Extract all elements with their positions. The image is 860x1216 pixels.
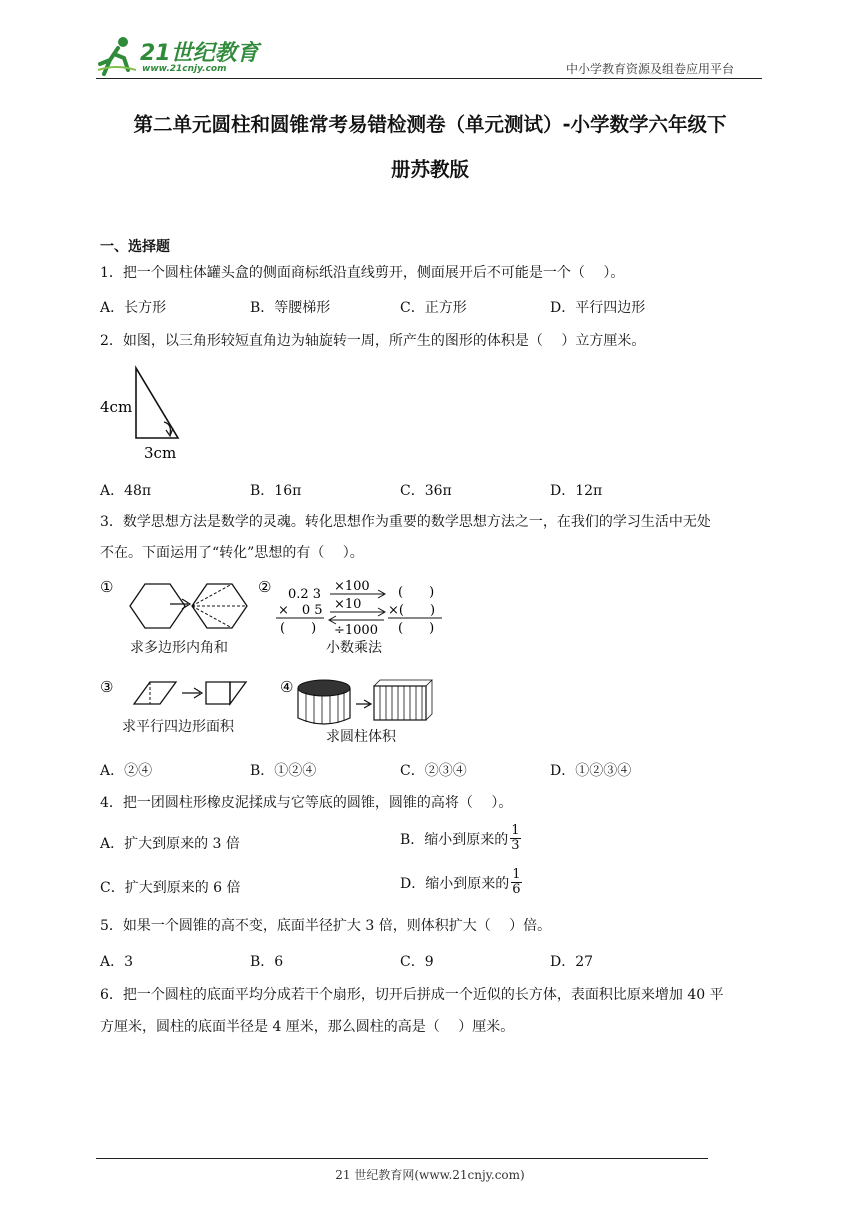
question-1: 1．把一个圆柱体罐头盒的侧面商标纸沿直线剪开，侧面展开后不可能是一个（ ）。	[100, 265, 625, 281]
f2-top: 0.2 3	[288, 587, 322, 602]
question-4: 4．把一团圆柱形橡皮泥揉成与它等底的圆锥，圆锥的高将（ ）。	[100, 795, 513, 811]
q3-option-b[interactable]: B．①②④	[250, 763, 317, 779]
q3-option-a[interactable]: A．②④	[100, 763, 153, 779]
footer-rule	[96, 1158, 708, 1159]
question-3-line2: 不在。下面运用了“转化”思想的有（ ）。	[100, 545, 364, 561]
f2-arrow3-label: ÷1000	[334, 623, 378, 638]
q5-option-b[interactable]: B．6	[250, 954, 284, 970]
q4-option-a[interactable]: A．扩大到原来的 3 倍	[100, 836, 240, 852]
question-5: 5．如果一个圆锥的高不变，底面半径扩大 3 倍，则体积扩大（ ）倍。	[100, 918, 552, 934]
figure-2-multiplication	[258, 576, 458, 642]
figure-3-number: ③	[100, 678, 114, 696]
f2-bottom: ( )	[280, 621, 317, 636]
f2-mid: × 0 5	[278, 603, 323, 618]
q3-option-c[interactable]: C．②③④	[400, 763, 467, 779]
q1-option-d[interactable]: D．平行四边形	[550, 300, 646, 316]
q4-option-b-text: B．缩小到原来的	[400, 831, 509, 848]
figure-2-number: ②	[258, 578, 272, 596]
q5-option-c[interactable]: C．9	[400, 954, 434, 970]
fraction-one-sixth: $\frac{1}{6}$	[512, 867, 521, 897]
q5-option-d[interactable]: D．27	[550, 954, 594, 970]
runner-logo-icon	[96, 34, 136, 76]
question-6-line2: 方厘米，圆柱的底面半径是 4 厘米，那么圆柱的高是（ ）厘米。	[100, 1019, 515, 1035]
f2-right2: ×( )	[388, 603, 436, 618]
section-heading: 一、选择题	[100, 239, 170, 255]
q4-option-b[interactable]	[400, 824, 521, 853]
question-3-line1: 3．数学思想方法是数学的灵魂。转化思想作为重要的数学思想方法之一，在我们的学习生活中无处	[100, 514, 711, 530]
q4-option-c[interactable]: C．扩大到原来的 6 倍	[100, 880, 241, 896]
q1-option-a[interactable]: A．长方形	[100, 300, 167, 316]
q2-option-c[interactable]: C．36π	[400, 483, 452, 499]
f2-right1: ( )	[398, 585, 435, 600]
q5-option-a[interactable]: A．3	[100, 954, 134, 970]
q4-option-d[interactable]	[400, 868, 522, 897]
platform-name: 中小学教育资源及组卷应用平台	[566, 62, 735, 76]
f2-arrow1-label: ×100	[334, 579, 370, 594]
figure-4-number: ④	[280, 678, 294, 696]
question-2: 2．如图，以三角形较短直角边为轴旋转一周，所产生的图形的体积是（ ）立方厘米。	[100, 333, 646, 349]
figure-2-caption: 小数乘法	[326, 640, 382, 656]
f2-right3: ( )	[398, 621, 435, 636]
figure-1-number: ①	[100, 578, 114, 596]
logo-sub-text: www.21cnjy.com	[142, 64, 227, 74]
page-title-line2: 册苏教版	[390, 158, 469, 181]
figure-1-caption: 求多边形内角和	[130, 640, 228, 656]
q2-option-a[interactable]: A．48π	[100, 483, 152, 499]
header-logo	[96, 34, 266, 78]
header-rule	[96, 78, 762, 79]
q1-option-b[interactable]: B．等腰梯形	[250, 300, 331, 316]
q1-option-c[interactable]: C．正方形	[400, 300, 467, 316]
question-6-line1: 6．把一个圆柱的底面平均分成若干个扇形，切开后拼成一个近似的长方体，表面积比原来增加 40 平	[100, 987, 724, 1003]
triangle-base-label: 3cm	[144, 444, 177, 462]
figure-3-parallelogram	[100, 676, 260, 716]
q2-option-b[interactable]: B．16π	[250, 483, 302, 499]
q2-option-d[interactable]: D．12π	[550, 483, 603, 499]
triangle-figure	[100, 362, 190, 462]
page-title-line1: 第二单元圆柱和圆锥常考易错检测卷（单元测试）-小学数学六年级下	[133, 113, 727, 136]
footer-text: 21 世纪教育网(www.21cnjy.com)	[335, 1168, 525, 1182]
fraction-one-third: $\frac{1}{3}$	[511, 823, 520, 853]
triangle-side-label: 4cm	[100, 398, 133, 416]
f2-arrow2-label: ×10	[334, 597, 362, 612]
q4-option-d-text: D．缩小到原来的	[400, 875, 510, 892]
figure-3-caption: 求平行四边形面积	[122, 719, 234, 735]
figure-4-caption: 求圆柱体积	[326, 729, 396, 745]
q3-option-d[interactable]: D．①②③④	[550, 763, 632, 779]
logo-main-text: 21世纪教育	[140, 41, 259, 66]
figure-4-cylinder	[280, 676, 440, 726]
